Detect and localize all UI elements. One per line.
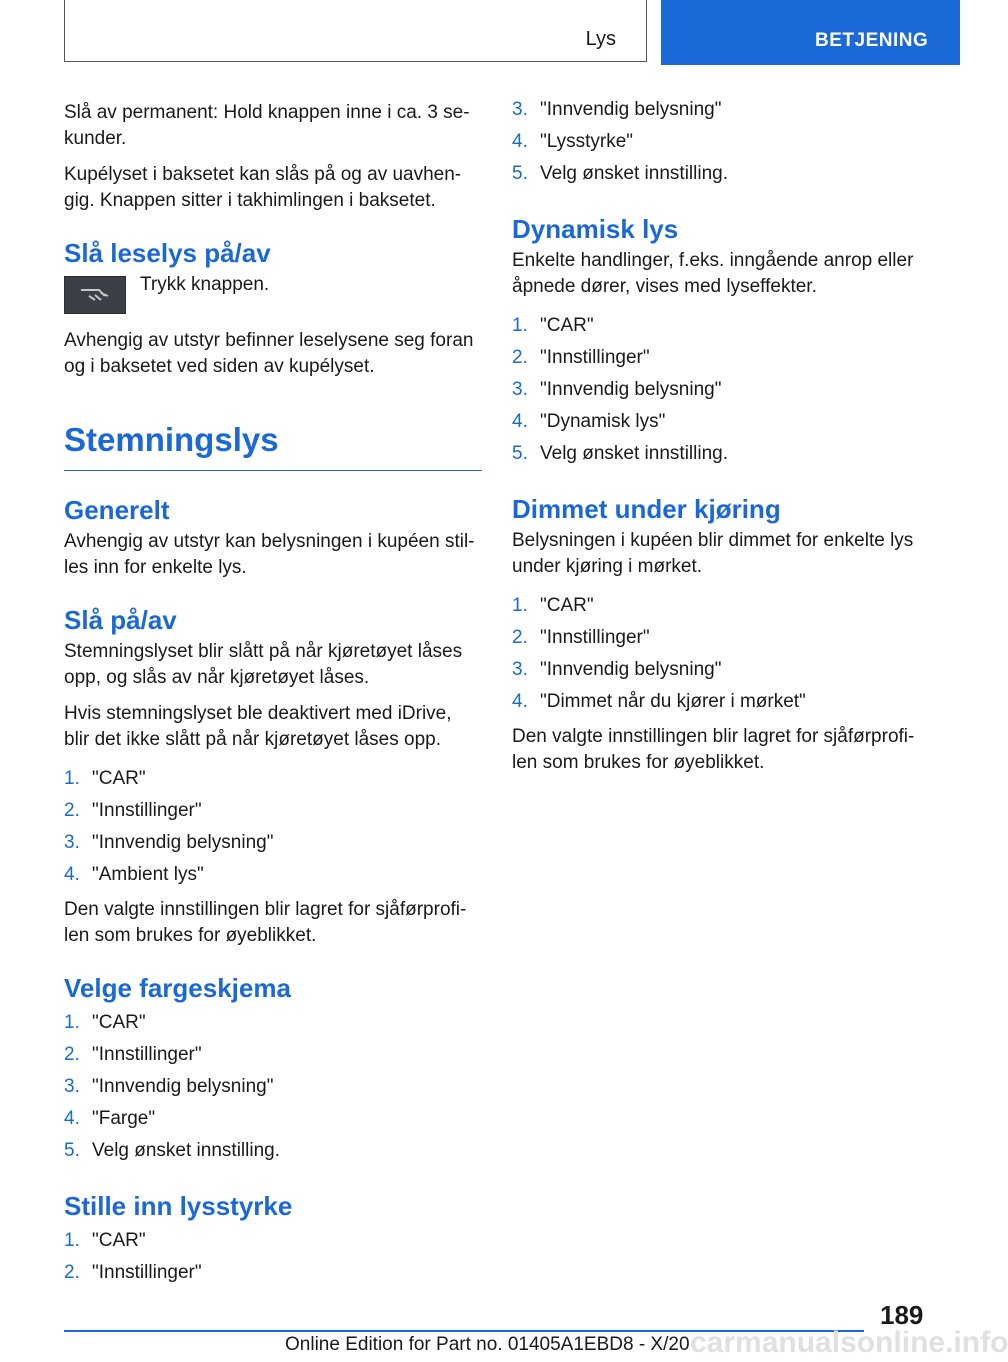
header-chapter-tab: BETJENING bbox=[661, 0, 960, 65]
section-heading-onoff: Slå på/av bbox=[64, 605, 177, 635]
list-item: 1. "CAR" bbox=[512, 595, 594, 616]
section-heading-brightness: Stille inn lysstyrke bbox=[64, 1191, 293, 1221]
general-text: Avhengig av utstyr kan belysningen i kupéen stil‐les inn for enkelte lys. bbox=[64, 531, 475, 578]
list-item: 4. "Ambient lys" bbox=[64, 864, 204, 885]
list-item: 3. "Innvendig belysning" bbox=[512, 659, 722, 680]
list-item: 2. "Innstillinger" bbox=[512, 347, 650, 368]
reading-light-icon bbox=[64, 276, 126, 314]
dimmed-after-text: Den valgte innstillingen blir lagret for sjåførprofi‐len som brukes for øyeblikket. bbox=[512, 726, 915, 773]
list-item: 4. "Farge" bbox=[64, 1108, 156, 1129]
dynamic-text: Enkelte handlinger, f.eks. inngående anrop eller åpnede dører, vises med lyseffekter. bbox=[512, 250, 914, 297]
dynamic-steps bbox=[512, 310, 930, 470]
list-item: 3. "Innvendig belysning" bbox=[64, 1076, 274, 1097]
list-item: 2. "Innstillinger" bbox=[64, 1044, 202, 1065]
list-item: 2. "Innstillinger" bbox=[64, 1262, 202, 1283]
list-item: 3. "Innvendig belysning" bbox=[64, 832, 274, 853]
left-column bbox=[64, 100, 482, 1295]
section-heading-dynamic: Dynamisk lys bbox=[512, 214, 679, 244]
brightness-steps-continued bbox=[512, 94, 930, 190]
intro-paragraph: Kupélyset i baksetet kan slås på og av uavhen‐gig. Knappen sitter i takhimlingen i baksetet. bbox=[64, 164, 462, 211]
right-column bbox=[512, 100, 930, 786]
header-frame bbox=[64, 0, 647, 62]
list-item: 1. "CAR" bbox=[512, 315, 594, 336]
dimmed-text: Belysningen i kupéen blir dimmet for enkelte lys under kjøring i mørket. bbox=[512, 530, 914, 577]
onoff-after-text: Den valgte innstillingen blir lagret for sjåførprofi‐len som brukes for øyeblikket. bbox=[64, 899, 467, 946]
list-item: 4. "Lysstyrke" bbox=[512, 131, 634, 152]
list-item: 2. "Innstillinger" bbox=[512, 627, 650, 648]
onoff-paragraph: Hvis stemningslyset ble deaktivert med iDrive, blir det ikke slått på når kjøretøyet låses opp. bbox=[64, 703, 452, 750]
section-heading-color: Velge fargeskjema bbox=[64, 973, 291, 1003]
dimmed-steps bbox=[512, 590, 930, 718]
section-heading-general: Generelt bbox=[64, 495, 170, 525]
onoff-steps bbox=[64, 763, 482, 891]
list-item: 4. "Dimmet når du kjører i mørket" bbox=[512, 691, 806, 712]
list-item: 5. Velg ønsket innstilling. bbox=[512, 163, 728, 184]
color-steps bbox=[64, 1007, 482, 1167]
list-item: 5. Velg ønsket innstilling. bbox=[512, 443, 728, 464]
intro-paragraph: Slå av permanent: Hold knappen inne i ca. 3 se‐kunder. bbox=[64, 102, 470, 149]
list-item: 4. "Dynamisk lys" bbox=[512, 411, 666, 432]
section-heading-dimmed: Dimmet under kjøring bbox=[512, 494, 781, 524]
list-item: 3. "Innvendig belysning" bbox=[512, 379, 722, 400]
list-item: 5. Velg ønsket innstilling. bbox=[64, 1140, 280, 1161]
reading-light-note: Avhengig av utstyr befinner leselysene seg foran og i baksetet ved siden av kupélyset. bbox=[64, 330, 474, 377]
list-item: 2. "Innstillinger" bbox=[64, 800, 202, 821]
header-section-title: Lys bbox=[585, 28, 616, 50]
chapter-heading-ambient: Stemningslys bbox=[64, 418, 482, 471]
list-item: 1. "CAR" bbox=[64, 1012, 146, 1033]
list-item: 1. "CAR" bbox=[64, 1230, 146, 1251]
reading-light-instruction bbox=[64, 276, 482, 314]
watermark: carmanualsonline.info bbox=[690, 1326, 1008, 1359]
page-number: 189 bbox=[880, 1300, 924, 1330]
list-item: 1. "CAR" bbox=[64, 768, 146, 789]
list-item: 3. "Innvendig belysning" bbox=[512, 99, 722, 120]
section-heading-reading-light: Slå leselys på/av bbox=[64, 238, 271, 268]
footer-edition: Online Edition for Part no. 01405A1EBD8 - X/20 bbox=[285, 1334, 690, 1355]
press-button-text: Trykk knappen. bbox=[140, 274, 270, 295]
brightness-steps bbox=[64, 1225, 482, 1289]
onoff-paragraph: Stemningslyset blir slått på når kjøretøyet låses opp, og slås av når kjøretøyet låses. bbox=[64, 641, 463, 688]
